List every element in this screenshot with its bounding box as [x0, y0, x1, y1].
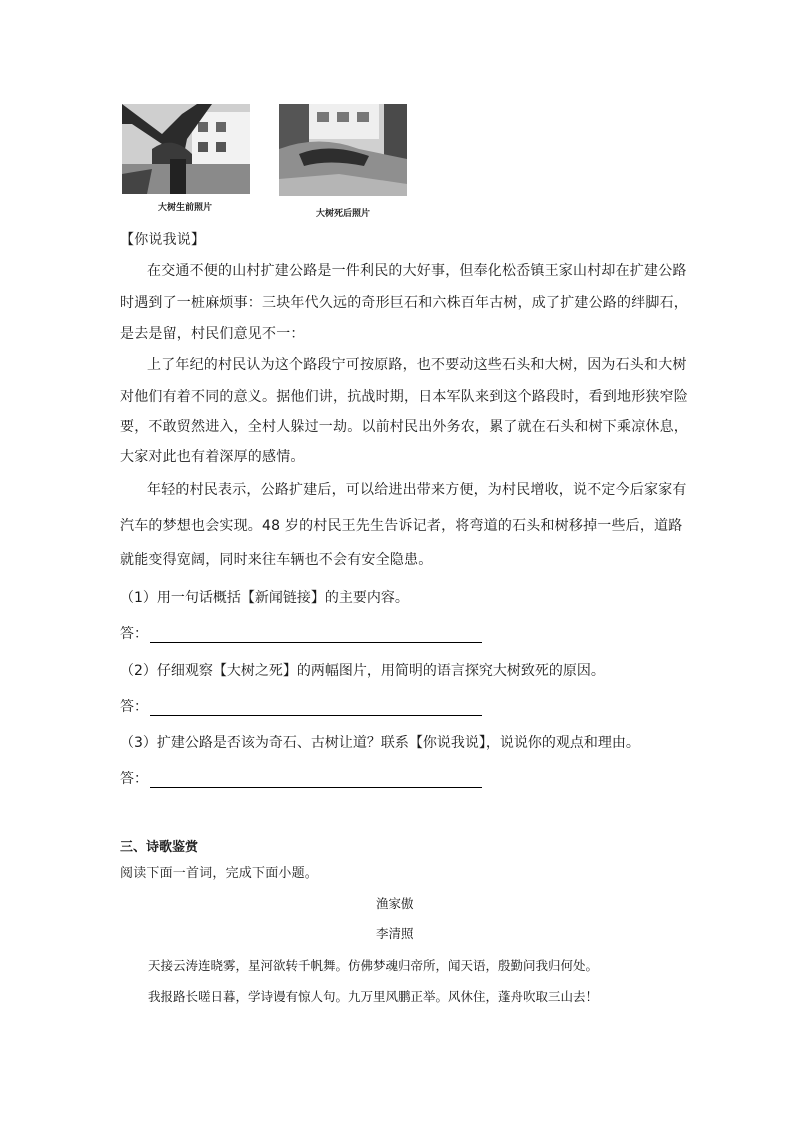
- paragraph-3-line-2: 汽车的梦想也会实现。48 岁的村民王先生告诉记者，将弯道的石头和树移掉一些后，道路: [120, 518, 683, 534]
- answer-2-blank[interactable]: [150, 701, 482, 716]
- poem-title: 渔家傲: [376, 896, 414, 911]
- tree-after-caption: 大树死后照片: [316, 209, 371, 219]
- question-3: （3）扩建公路是否该为奇石、古树让道？联系【你说我说】，说说你的观点和理由。: [120, 735, 640, 751]
- paragraph-1-line-1: 在交通不便的山村扩建公路是一件利民的大好事，但奉化松岙镇王家山村却在扩建公路: [147, 263, 687, 279]
- answer-1-label: 答：: [120, 626, 148, 642]
- tree-after-photo: [279, 104, 407, 196]
- paragraph-2-line-4: 大家对此也有着深厚的感情。: [120, 449, 305, 465]
- tree-before-photo-image: [122, 104, 250, 194]
- poem-author: 李清照: [376, 926, 414, 941]
- question-1: （1）用一句话概括【新闻链接】的主要内容。: [120, 590, 409, 606]
- poem-line-2: 我报路长嗟日暮，学诗谩有惊人句。九万里风鹏正举。风休住，蓬舟吹取三山去！: [148, 989, 599, 1004]
- answer-3-blank[interactable]: [150, 773, 482, 788]
- paragraph-3-line-1: 年轻的村民表示，公路扩建后，可以给进出带来方便，为村民增收，说不定今后家家有: [147, 482, 687, 498]
- section-3-instruction: 阅读下面一首词，完成下面小题。: [120, 866, 319, 881]
- answer-2-label: 答：: [120, 699, 148, 715]
- tree-before-photo: [122, 104, 250, 194]
- paragraph-1-line-2: 时遇到了一桩麻烦事：三块年代久远的奇形巨石和六株百年古树，成了扩建公路的绊脚石，: [120, 295, 688, 311]
- section-3-heading: 三、诗歌鉴赏: [120, 840, 199, 855]
- question-2: （2）仔细观察【大树之死】的两幅图片，用简明的语言探究大树致死的原因。: [120, 663, 605, 679]
- answer-3-label: 答：: [120, 771, 148, 787]
- paragraph-2-line-3: 要，不敢贸然进入，全村人躲过一劫。以前村民出外务农，累了就在石头和树下乘凉休息，: [120, 419, 688, 435]
- paragraph-3-line-3: 就能变得宽阔，同时来往车辆也不会有安全隐患。: [120, 552, 433, 568]
- paragraph-2-line-2: 对他们有着不同的意义。据他们讲，抗战时期，日本军队来到这个路段时，看到地形狭窄险: [120, 389, 688, 405]
- answer-3-row: [120, 768, 482, 788]
- answer-1-row: [120, 623, 482, 643]
- answer-1-blank[interactable]: [150, 628, 482, 643]
- tree-before-caption: 大树生前照片: [158, 203, 213, 213]
- tree-after-photo-image: [279, 104, 407, 196]
- section-label-you-say-i-say: 【你说我说】: [120, 232, 206, 248]
- poem-line-1: 天接云涛连晓雾，星河欲转千帆舞。仿佛梦魂归帝所，闻天语，殷勤问我归何处。: [148, 958, 599, 973]
- answer-2-row: [120, 696, 482, 716]
- paragraph-1-line-3: 是去是留，村民们意见不一：: [120, 326, 305, 342]
- paragraph-2-line-1: 上了年纪的村民认为这个路段宁可按原路，也不要动这些石头和大树，因为石头和大树: [147, 357, 687, 373]
